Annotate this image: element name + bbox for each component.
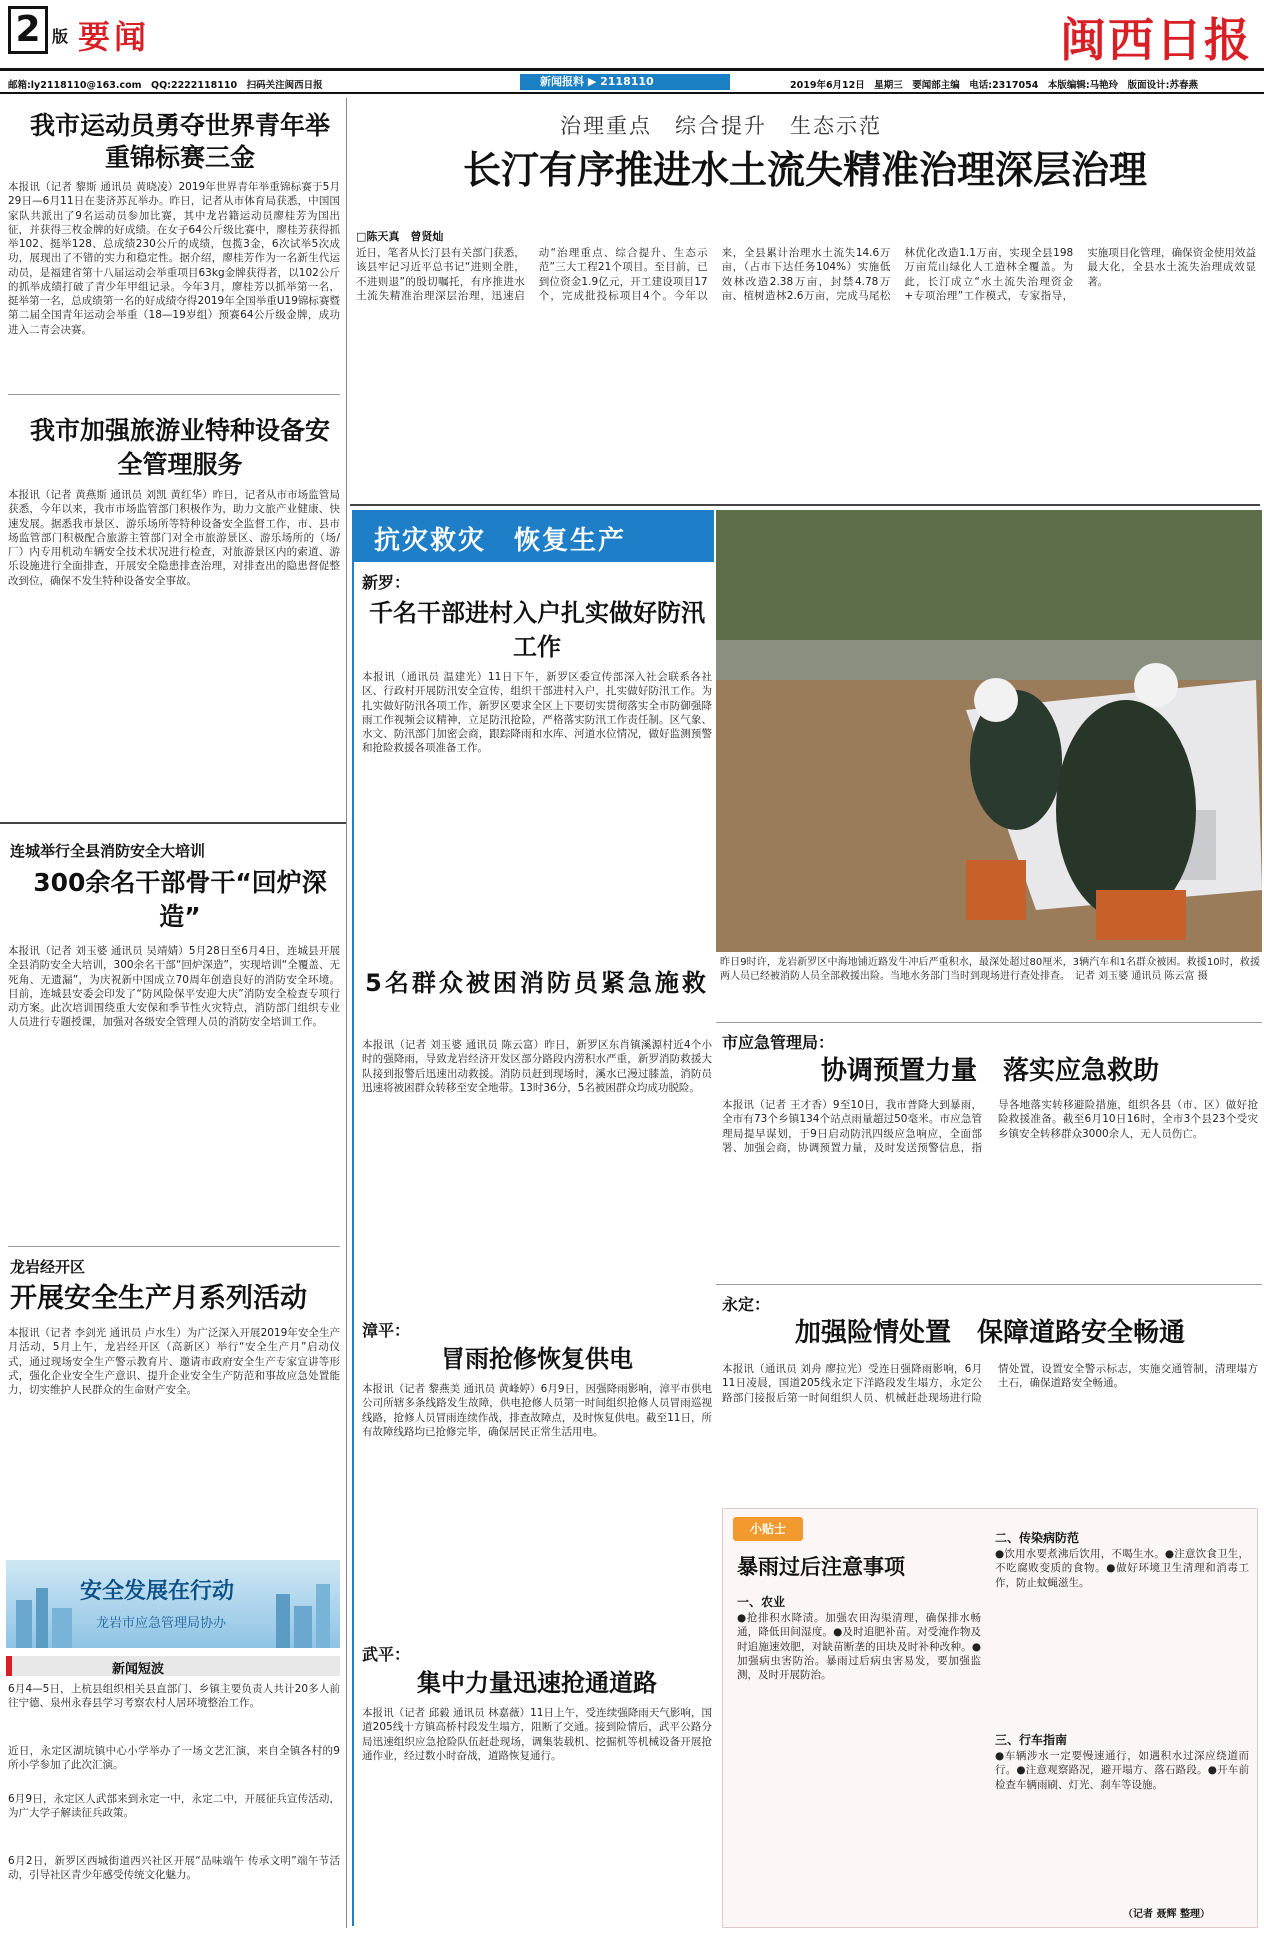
- feature-banner-title: 抗灾救灾 恢复生产: [374, 526, 627, 556]
- report-body: 本报讯（记者 刘玉婆 通讯员 陈云富）昨日，新罗区东肖镇溪源村近4个小时的强降雨，导致龙岩经济开发区部分路段内涝积水严重，新罗消防救援大队接到报警后迅速出动救援。消防员赶到现场时，溪水已漫过膝盖，消防员迅速将被困群众转移至安全地带。13时36分，5名被困群众均成功脱险。: [362, 1039, 712, 1094]
- tips-text: ●车辆涉水一定要慢速通行，如遇积水过深应绕道而行。●注意观察路况，避开塌方、落石路段。●开车前检查车辆雨刷、灯光、刹车等设施。: [995, 1750, 1249, 1791]
- article-body: 本报讯（记者 刘玉婆 通讯员 吴靖婧）5月28日至6月4日，连城县开展全县消防安全大培训，300余名干部“回炉深造”，实现培训“全覆盖、无死角、无遗漏”，为庆祝新中国成立70周年创造良好的消防安全环境。目前，连城县安委会印发了“防风险保平安迎大庆”消防安全检查专项行动方案。此次培训围绕重大安保和季节性火灾特点，消防部门组织专业人员进行专题授课，加强对各级安全管理人员的消防安全培训工作。: [8, 945, 340, 1029]
- report-location: 永定：: [722, 1295, 771, 1314]
- divider: [0, 822, 346, 824]
- article-body: 本报讯（记者 黄燕斯 通讯员 刘凯 黄红华）昨日，记者从市市场监管局获悉，今年以来，我市市场监管部门积极作为，助力文旅产业健康、快速发展。据悉我市景区、游乐场所等特种设备安全监督工作，市、县市场监管部门积极配合旅游主管部门对全市旅游景区、游乐场所的（场/厂）内专用机动车辆安全技术状况进行检查，对旅游景区内的索道、游乐设施进行全面排查，开展安全隐患排查治理，对排查出的隐患督促整改到位，确保不发生特种设备安全事故。: [8, 489, 340, 587]
- contact-email: 邮箱:ly2118110@163.com QQ:2222118110 扫码关注闽西日报: [8, 80, 323, 91]
- brief-title: 新闻短波: [112, 1662, 165, 1677]
- banner-title: 安全发展在行动: [80, 1579, 235, 1604]
- report-title: 千名干部进村入户扎实做好防汛工作: [369, 599, 705, 661]
- report-body: 本报讯（记者 王才香）9至10日，我市普降大到暴雨，全市有73个乡镇134个站点雨量超过50毫米。市应急管理局提早谋划，于9日启动防汛四级应急响应，全面部署、加强会商，协调预置力量，及时发送预警信息，指导各地落实转移避险措施，组织各县（市、区）做好抢险救援准备。截至6月10日16时，全市3个县23个受灾乡镇安全转移群众3000余人，无人员伤亡。: [722, 1099, 1258, 1154]
- column-divider: [346, 98, 347, 1928]
- article-body: 本报讯（记者 黎斯 通讯员 黄晓凌）2019年世界青年举重锦标赛于5月29日—6月11日在斐济苏瓦举办。昨日，记者从市体育局获悉，中国国家队共派出了9名运动员参加比赛，其中龙岩籍运动员廖桂芳为国出征，并获得三枚金牌的好成绩。在女子64公斤级比赛中，廖桂芳获得抓举102、挺举128、总成绩230公斤的成绩，包揽3金，6次试举5次成功，展现出了不错的实力和稳定性。据介绍，廖桂芳作为一名新生代运动员，是福建省第十八届运动会举重项目63kg金牌获得者，以102公斤的抓举成绩打破了青少年甲组记录。今年3月，廖桂芳以抓举第一名，挺举第一名，总成绩第一名的好成绩夺得2019年全国举重U19锦标赛暨第二届全国青年运动会举重（18—19岁组）预赛64公斤级金牌，成功进入二青会决赛。: [8, 181, 340, 336]
- tips-heading: 三、行车指南: [995, 1733, 1068, 1747]
- article-title: 我市运动员勇夺世界青年举重锦标赛三金: [29, 111, 330, 172]
- story-headline: 长汀有序推进水土流失精准治理深层治理: [462, 148, 1147, 192]
- brief-item: 6月9日，永定区人武部来到永定一中，永定二中，开展征兵宣传活动，为广大学子解读征兵政策。: [8, 1793, 340, 1820]
- report-location: 新罗：: [362, 573, 411, 592]
- tips-box: [722, 1508, 1258, 1928]
- report-title: 冒雨抢修恢复供电: [441, 1345, 633, 1373]
- story-kicker: 治理重点 综合提升 生态示范: [560, 114, 882, 138]
- story-byline: □陈天真 曾贤灿: [356, 230, 444, 243]
- tips-heading: 一、农业: [737, 1595, 786, 1609]
- brief-item: 近日，永定区湖坑镇中心小学举办了一场文艺汇演，来自全镇各村的9所小学参加了此次汇演。: [8, 1745, 340, 1772]
- brief-item: 6月2日，新罗区西城街道西兴社区开展“品味端午 传承文明”端午节活动，引导社区青少年感受传统文化魅力。: [8, 1855, 340, 1882]
- feature-banner: [352, 510, 714, 562]
- page-label: 版: [52, 27, 69, 46]
- article-title: 开展安全生产月系列活动: [10, 1283, 307, 1314]
- divider: [8, 1246, 340, 1247]
- report-title: 集中力量迅速抢通道路: [417, 1669, 657, 1697]
- safety-banner: [6, 1560, 340, 1648]
- report-body: 本报讯（通讯员 温建光）11日下午，新罗区委宣传部深入社会联系各社区、行政村开展防汛安全宣传，组织干部进村入户，扎实做好防汛工作。为扎实做好防汛各项工作，新罗区要求全区上下要切实贯彻落实全市防御强降雨工作视频会议精神，立足防汛抢险，严格落实防汛工作责任制。区气象、水文、防汛部门加密会商，跟踪降雨和水库、河道水位情况，做好监测预警和抢险救援各项准备工作。: [362, 671, 712, 755]
- brief-header: [6, 1656, 340, 1676]
- story-body: 近日，笔者从长汀县有关部门获悉，该县牢记习近平总书记“进则全胜，不进则退”的殷切嘱托，有序推进水土流失精准治理深层治理，迅速启动“治理重点、综合提升、生态示范”三大工程21个项目。至目前，已到位资金1.9亿元，开工建设项目17个，完成批投标项目4个。今年以来，全县累计治理水土流失14.6万亩，（占市下达任务104%）实施低效林改造2.38万亩，封禁4.78万亩、植树造林2.6万亩，完成马尾松林优化改造1.1万亩，实现全县198万亩荒山绿化人工造林全覆盖。为此，长汀成立“水土流失治理资金+专项治理”工作模式，专家指导，实施项目化管理，确保资金使用效益最大化，全县水土流失治理成效显著。: [356, 247, 1256, 302]
- flood-rescue-photo: [716, 510, 1262, 952]
- info-bar: [0, 74, 1264, 90]
- divider: [8, 394, 340, 395]
- masthead-rule: [0, 68, 1264, 71]
- report-title: 5名群众被困消防员紧急施救: [365, 969, 709, 997]
- article-title: 我市加强旅游业特种设备安全管理服务: [29, 416, 330, 479]
- report-location: 市应急管理局：: [722, 1033, 835, 1052]
- page-number: 2: [8, 6, 48, 54]
- report-title: 加强险情处置 保障道路安全畅通: [794, 1318, 1185, 1348]
- photo-caption: 昨日9时许，龙岩新罗区中海地铺近路发牛冲后严重积水，最深处超过80厘米，3辆汽车和1名群众被困。救援10时，救援两人员已经被消防人员全部救援出险。当地水务部门当时到现场进行查处排查。 记者 刘玉婆 通讯员 陈云富 摄: [720, 957, 1260, 982]
- news-hotline: 新闻报料 ▶ 2118110: [520, 74, 730, 90]
- report-body: 本报讯（记者 邱毅 通讯员 林嘉薇）11日上午，受连续强降雨天气影响，国道205线十方镇高桥村段发生塌方，阻断了交通。接到险情后，武平公路分局迅速组织应急抢险队伍赶赴现场，调集装载机、挖掘机等机械设备开展抢通作业，经过数小时奋战，道路恢复通行。: [362, 1707, 712, 1762]
- divider: [716, 1022, 1262, 1023]
- tips-tag: 小贴士: [733, 1517, 803, 1541]
- article-kicker: 龙岩经开区: [10, 1258, 86, 1276]
- brief-item: 6月4—5日，上杭县组织相关县直部门、乡镇主要负责人共计20多人前往宁德、泉州永春县学习考察农村人居环境整治工作。: [8, 1683, 340, 1710]
- edition-date: 2019年6月12日 星期三 要闻部主编 电话:2317054 本版编辑:马艳玲 版面设计:苏春燕: [790, 80, 1198, 91]
- report-body: 本报讯（通讯员 刘舟 廖拉光）受连日强降雨影响，6月11日凌晨，国道205线永定下洋路段发生塌方，永定公路部门接报后第一时间组织人员、机械赶赴现场进行险情处置，设置安全警示标志，实施交通管制，清理塌方土石，确保道路安全畅通。: [722, 1363, 1258, 1404]
- article-title: 300余名干部骨干“回炉深造”: [33, 868, 327, 931]
- banner-subtitle: 龙岩市应急管理局协办: [96, 1616, 227, 1631]
- report-title: 协调预置力量 落实应急救助: [820, 1056, 1159, 1086]
- report-location: 武平：: [362, 1645, 411, 1664]
- tips-text: ●饮用水要煮沸后饮用，不喝生水。●注意饮食卫生，不吃腐败变质的食物。●做好环境卫生清理和消毒工作，防止蚊蝇滋生。: [995, 1548, 1249, 1589]
- divider: [350, 504, 1260, 506]
- tips-credit: （记者 聂辉 整理）: [1123, 1909, 1210, 1920]
- report-location: 漳平：: [362, 1321, 411, 1340]
- info-rule: [0, 92, 1264, 94]
- report-body: 本报讯（记者 黎燕美 通讯员 黄峰婷）6月9日，因强降雨影响，漳平市供电公司所辖多条线路发生故障，供电抢修人员第一时间组织抢修人员冒雨巡视线路，抢修人员冒雨连续作战，排查故障点，及时恢复供电。截至11日，所有故障线路均已抢修完毕，确保居民正常生活用电。: [362, 1383, 712, 1438]
- section-title: 要闻: [78, 18, 151, 56]
- tips-title: 暴雨过后注意事项: [737, 1555, 905, 1579]
- divider: [716, 1284, 1262, 1285]
- tips-heading: 二、传染病防范: [995, 1531, 1080, 1545]
- newspaper-logo: 闽西日报: [1060, 13, 1252, 67]
- flood-photo-illustration: [716, 510, 1262, 952]
- article-body: 本报讯（记者 李剑光 通讯员 卢水生）为广泛深入开展2019年安全生产月活动，5月上午，龙岩经开区（高新区）举行“安全生产月”启动仪式，通过现场安全生产警示教育片、邀请市政府安全生产专家宣讲等形式，强化企业安全生产意识、提升企业安全生产防范和事故应急处置能力，切实维护人民群众的生命财产安全。: [8, 1327, 340, 1397]
- tips-text: ●抢排积水降渍。加强农田沟渠清理，确保排水畅通，降低田间湿度。●及时追肥补苗。对受淹作物及时追施速效肥，对缺苗断垄的田块及时补种改种。●加强病虫害防治。暴雨过后病虫害易发，要加强监测，及时开展防治。: [737, 1612, 981, 1682]
- article-kicker: 连城举行全县消防安全大培训: [10, 842, 206, 860]
